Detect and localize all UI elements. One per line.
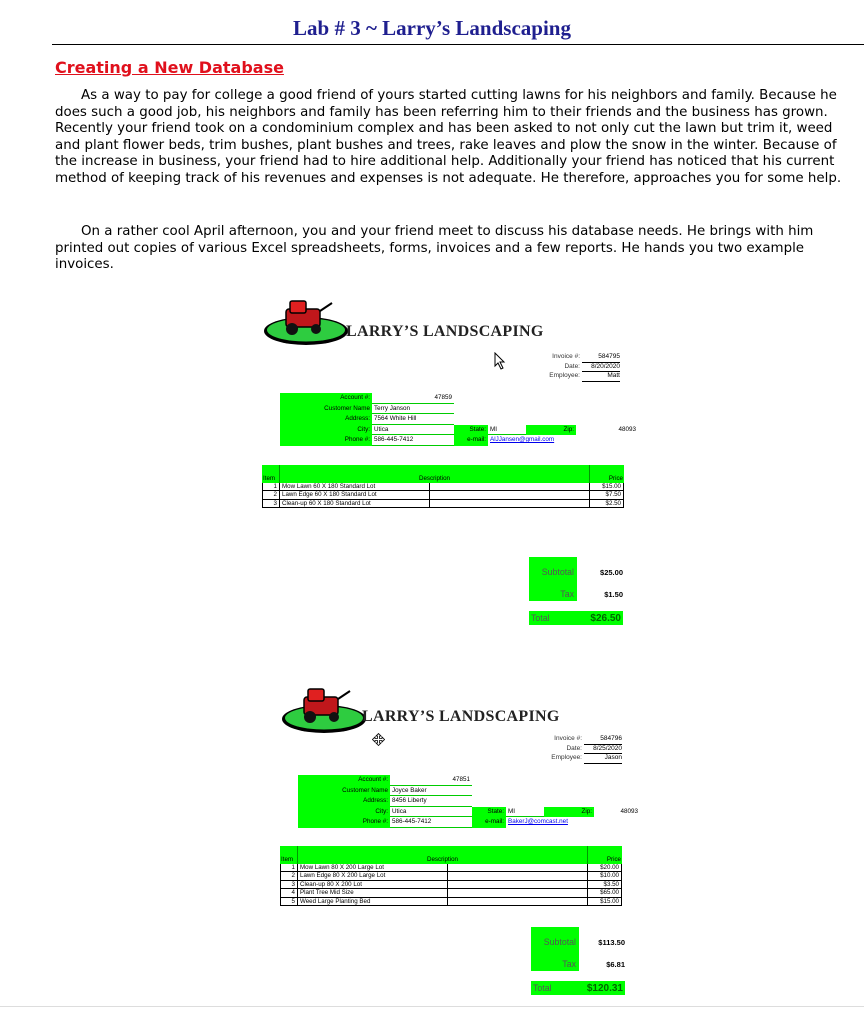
paragraph-1 xyxy=(55,88,860,188)
page-bottom-divider xyxy=(0,1006,864,1007)
email-label: e-mail: xyxy=(454,435,488,446)
price-header: Price xyxy=(608,475,623,482)
phone-label: Phone #: xyxy=(280,435,372,446)
city: Utica xyxy=(372,425,454,436)
total-value: $26.50 xyxy=(590,612,621,624)
item-description: Clean-up 80 X 200 Lot xyxy=(298,881,448,888)
account-label: Account #: xyxy=(280,393,372,404)
employee-name: Matt xyxy=(582,372,620,382)
items-header xyxy=(262,465,624,483)
subtotal-value: $113.50 xyxy=(598,937,625,947)
tax-label: Tax xyxy=(531,957,579,971)
item-description: Plant Tree Mid Size xyxy=(298,889,448,896)
title-divider xyxy=(52,44,864,45)
city-label: City: xyxy=(298,807,390,818)
item-number: 3 xyxy=(280,881,298,888)
items-header xyxy=(280,846,622,864)
item-number: 4 xyxy=(280,889,298,896)
employee-label: Employee: xyxy=(549,372,580,380)
item-description: Lawn Edge 80 X 200 Large Lot xyxy=(298,872,448,879)
item-price: $15.00 xyxy=(588,898,622,905)
city: Utica xyxy=(390,807,472,818)
date-label: Date: xyxy=(566,744,582,752)
zip-label: Zip: xyxy=(526,425,576,436)
state-label: State: xyxy=(454,425,488,436)
item-description: Lawn Edge 60 X 180 Standard Lot xyxy=(280,491,430,498)
zip: 48093 xyxy=(618,425,636,433)
customer-name: Terry Janson xyxy=(372,404,454,415)
tax-value: $6.81 xyxy=(606,959,625,969)
email-link[interactable]: BakerJ@comcast.net xyxy=(508,818,568,826)
customer-label: Customer Name xyxy=(280,404,372,415)
phone: 586-445-7412 xyxy=(372,435,454,446)
total-value: $120.31 xyxy=(586,982,623,994)
item-header: Item xyxy=(280,846,298,864)
description-header: Description xyxy=(298,846,588,864)
zip: 48093 xyxy=(620,807,638,815)
table-row xyxy=(262,500,624,508)
paragraph-2-text: On a rather cool April afternoon, you and your friend meet to discuss his database needs. He brings with him printed out copies of various Excel spreadsheets, forms, invoices and a few reports. He hands you two example invoices. xyxy=(55,224,814,273)
invoice-date: 8/25/2020 xyxy=(584,745,622,755)
address: 7564 White Hill xyxy=(372,414,454,425)
item-header: Item xyxy=(262,465,280,483)
table-row xyxy=(262,483,624,491)
totals-block xyxy=(529,557,623,625)
address-label: Address: xyxy=(298,796,390,807)
subtotal-label: Subtotal xyxy=(529,557,577,587)
invoice-number: 584796 xyxy=(584,735,622,745)
employee-name: Jason xyxy=(584,754,622,764)
table-row xyxy=(280,898,622,906)
total-label: Total xyxy=(529,611,577,625)
address-label: Address: xyxy=(280,414,372,425)
item-number: 2 xyxy=(280,872,298,879)
table-row xyxy=(280,881,622,889)
account-number: 47859 xyxy=(372,393,454,404)
item-description: Weed Large Planting Bed xyxy=(298,898,448,905)
invoice-date: 8/20/2020 xyxy=(582,363,620,373)
email-link[interactable]: AlJJansen@gmail.com xyxy=(490,436,555,444)
account-label: Account #: xyxy=(298,775,390,786)
table-row xyxy=(262,491,624,499)
state: MI xyxy=(506,807,544,818)
tax-label: Tax xyxy=(529,587,577,601)
description-header: Description xyxy=(280,465,590,483)
item-description: Clean-up 60 X 180 Standard Lot xyxy=(280,500,430,507)
move-cursor-icon xyxy=(372,733,385,746)
arrow-cursor-icon xyxy=(494,352,506,370)
table-row xyxy=(280,864,622,872)
paragraph-2 xyxy=(55,224,860,274)
table-row xyxy=(280,889,622,897)
item-number: 1 xyxy=(280,864,298,871)
phone: 586-445-7412 xyxy=(390,817,472,828)
city-label: City: xyxy=(280,425,372,436)
items-table xyxy=(262,465,624,508)
invoice-number-label: Invoice #: xyxy=(554,735,582,742)
account-block xyxy=(280,393,638,446)
customer-name: Joyce Baker xyxy=(390,786,472,797)
company-name: LARRY’S LANDSCAPING xyxy=(362,708,560,725)
subtotal-value: $25.00 xyxy=(600,567,623,577)
employee-label: Employee: xyxy=(551,754,582,762)
item-number: 3 xyxy=(262,500,280,507)
item-price: $65.00 xyxy=(588,889,622,896)
account-number: 47851 xyxy=(390,775,472,786)
item-price: $3.50 xyxy=(588,881,622,888)
item-description: Mow Lawn 80 X 200 Large Lot xyxy=(298,864,448,871)
invoice-meta xyxy=(522,353,620,382)
item-description: Mow Lawn 60 X 180 Standard Lot xyxy=(280,483,430,490)
totals-block xyxy=(531,927,625,995)
total-label: Total xyxy=(531,981,579,995)
item-number: 5 xyxy=(280,898,298,905)
account-block xyxy=(298,775,640,828)
item-price: $2.50 xyxy=(590,500,624,507)
items-table xyxy=(280,846,622,906)
zip-label: Zip: xyxy=(544,807,594,818)
item-price: $7.50 xyxy=(590,491,624,498)
table-row xyxy=(280,872,622,880)
invoice-number: 584795 xyxy=(582,353,620,363)
item-price: $10.00 xyxy=(588,872,622,879)
email-label: e-mail: xyxy=(472,817,506,828)
state: MI xyxy=(488,425,526,436)
item-number: 2 xyxy=(262,491,280,498)
lawn-mower-icon xyxy=(280,683,368,735)
item-price: $20.00 xyxy=(588,864,622,871)
tax-value: $1.50 xyxy=(604,589,623,599)
lawn-mower-icon xyxy=(262,295,350,347)
item-price: $15.00 xyxy=(590,483,624,490)
paragraph-1-text: As a way to pay for college a good friend of yours started cutting lawns for his neighbors and family. Because he does such a good job, his neighbors and family has been referring him to their friends and the business has grown. Recently your friend took on a condominium complex and has been asked to not only cut the lawn but trim it, weed and plant flower beds, trim bushes, plant bushes and trees, rake leaves and plow the snow in the winter. Because of the increase in business, your friend had to hire additional help. Additionally your friend has noticed that his current method of keeping track of his revenues and expenses is not adequate. He therefore, approaches you for some help. xyxy=(55,88,842,186)
state-label: State: xyxy=(472,807,506,818)
phone-label: Phone #: xyxy=(298,817,390,828)
item-number: 1 xyxy=(262,483,280,490)
date-label: Date: xyxy=(564,362,580,370)
section-heading: Creating a New Database xyxy=(55,58,284,77)
document-title: Lab # 3 ~ Larry’s Landscaping xyxy=(293,16,571,40)
address: 8456 Liberty xyxy=(390,796,472,807)
subtotal-label: Subtotal xyxy=(531,927,579,957)
price-header: Price xyxy=(606,856,621,863)
invoice-number-label: Invoice #: xyxy=(552,353,580,360)
customer-label: Customer Name xyxy=(298,786,390,797)
company-name: LARRY’S LANDSCAPING xyxy=(346,323,544,340)
invoice-meta xyxy=(524,735,622,764)
